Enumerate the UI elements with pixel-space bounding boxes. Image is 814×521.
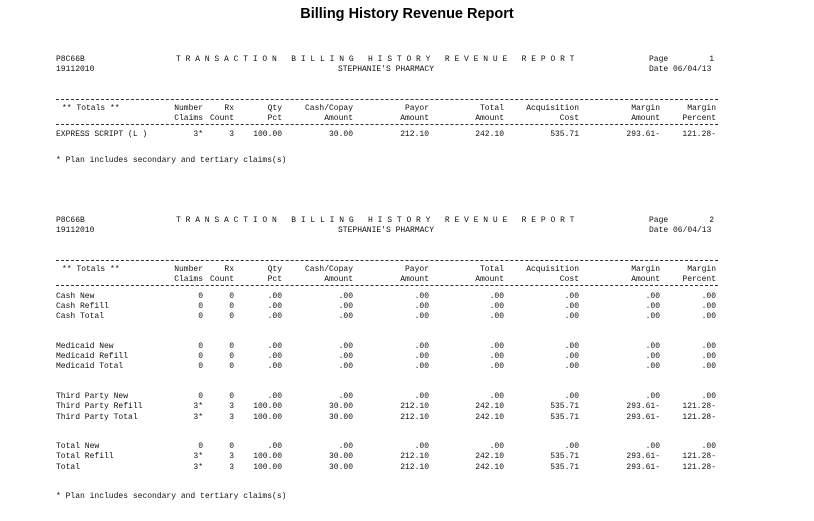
cell-value: 3 bbox=[229, 402, 234, 412]
program-id: P8C66B bbox=[56, 55, 85, 64]
cell-value: .00 bbox=[564, 362, 579, 372]
column-header-sub: Percent bbox=[682, 114, 716, 123]
table-row bbox=[56, 130, 718, 140]
row-label: Total bbox=[56, 462, 81, 472]
cell-value: .00 bbox=[267, 362, 282, 372]
cell-value: 293.61- bbox=[626, 412, 660, 422]
column-header-sub: Amount bbox=[400, 275, 429, 284]
column-header-sub: Amount bbox=[631, 114, 660, 123]
cell-value: 293.61- bbox=[626, 462, 660, 472]
footnote: * Plan includes secondary and tertiary claims(s) bbox=[56, 491, 287, 501]
cell-value: .00 bbox=[414, 292, 429, 301]
cell-value: 0 bbox=[198, 442, 203, 452]
cell-value: 3* bbox=[193, 452, 203, 462]
column-header-sub: Claims bbox=[174, 114, 203, 123]
cell-value: 0 bbox=[198, 352, 203, 362]
column-header: Cash/Copay bbox=[304, 104, 353, 113]
report-date: Date 06/04/13 bbox=[649, 65, 712, 74]
cell-value: 242.10 bbox=[475, 130, 504, 139]
column-header: Qty bbox=[267, 265, 282, 274]
column-header: Payor bbox=[404, 265, 429, 274]
report-page-1 bbox=[56, 55, 718, 166]
cell-value: .00 bbox=[645, 362, 660, 372]
cell-value: .00 bbox=[489, 442, 504, 452]
table-row bbox=[56, 292, 718, 302]
cell-value: .00 bbox=[701, 302, 716, 312]
table-row bbox=[56, 352, 718, 362]
cell-value: 242.10 bbox=[475, 412, 504, 422]
table-row bbox=[56, 463, 718, 473]
column-header: Payor bbox=[404, 104, 429, 113]
column-header: Rx bbox=[224, 265, 234, 274]
cell-value: 0 bbox=[198, 362, 203, 372]
cell-value: 0 bbox=[229, 392, 234, 402]
cell-value: 242.10 bbox=[475, 462, 504, 472]
program-id: P8C66B bbox=[56, 216, 85, 225]
cell-value: .00 bbox=[564, 442, 579, 452]
cell-value: .00 bbox=[489, 342, 504, 352]
cell-value: .00 bbox=[414, 362, 429, 372]
cell-value: .00 bbox=[645, 292, 660, 301]
page-number: 1 bbox=[709, 55, 714, 64]
row-label: Third Party Refill bbox=[56, 402, 143, 412]
row-label: Medicaid Refill bbox=[56, 352, 129, 362]
row-label: Medicaid Total bbox=[56, 362, 124, 372]
cell-value: 100.00 bbox=[253, 130, 282, 139]
column-header-sub: Amount bbox=[475, 114, 504, 123]
cell-value: .00 bbox=[267, 312, 282, 322]
cell-value: 3 bbox=[229, 130, 234, 139]
page-label: Page bbox=[649, 55, 669, 64]
cell-value: .00 bbox=[338, 352, 353, 362]
column-header: Number bbox=[174, 265, 203, 274]
cell-value: .00 bbox=[701, 292, 716, 301]
column-header-sub: Pct bbox=[267, 275, 282, 284]
row-label: Third Party Total bbox=[56, 412, 138, 422]
report-page-2 bbox=[56, 216, 718, 502]
cell-value: 535.71 bbox=[550, 462, 579, 472]
table-row bbox=[56, 362, 718, 372]
cell-value: 212.10 bbox=[400, 452, 429, 462]
cell-value: 242.10 bbox=[475, 452, 504, 462]
table-row bbox=[56, 413, 718, 423]
cell-value: .00 bbox=[338, 312, 353, 322]
cell-value: .00 bbox=[645, 312, 660, 322]
cell-value: .00 bbox=[645, 352, 660, 362]
column-header-sub: Percent bbox=[682, 275, 716, 284]
cell-value: 100.00 bbox=[253, 402, 282, 412]
cell-value: .00 bbox=[414, 392, 429, 402]
table-row bbox=[56, 392, 718, 402]
cell-value: 212.10 bbox=[400, 130, 429, 139]
cell-value: .00 bbox=[414, 302, 429, 312]
cell-value: .00 bbox=[267, 442, 282, 452]
row-label: Medicaid New bbox=[56, 342, 114, 352]
cell-value: .00 bbox=[267, 352, 282, 362]
cell-value: 121.28- bbox=[682, 412, 716, 422]
cell-value: .00 bbox=[645, 342, 660, 352]
cell-value: .00 bbox=[645, 302, 660, 312]
cell-value: .00 bbox=[645, 442, 660, 452]
cell-value: 121.28- bbox=[682, 402, 716, 412]
cell-value: 3 bbox=[229, 412, 234, 422]
cell-value: .00 bbox=[338, 392, 353, 402]
cell-value: 121.28- bbox=[682, 452, 716, 462]
cell-value: .00 bbox=[564, 392, 579, 402]
column-header: Cash/Copay bbox=[304, 265, 353, 274]
column-header: Qty bbox=[267, 104, 282, 113]
cell-value: 212.10 bbox=[400, 402, 429, 412]
column-header: Margin bbox=[631, 265, 660, 274]
cell-value: .00 bbox=[414, 312, 429, 322]
column-header: ** Totals ** bbox=[62, 104, 120, 113]
cell-value: 535.71 bbox=[550, 402, 579, 412]
cell-value: 30.00 bbox=[328, 130, 353, 139]
column-header-sub: Amount bbox=[324, 275, 353, 284]
cell-value: .00 bbox=[489, 352, 504, 362]
cell-value: 121.28- bbox=[682, 462, 716, 472]
column-header: Rx bbox=[224, 104, 234, 113]
cell-value: .00 bbox=[338, 342, 353, 352]
column-header-sub: Amount bbox=[631, 275, 660, 284]
cell-value: 3* bbox=[193, 130, 203, 139]
cell-value: 3 bbox=[229, 462, 234, 472]
cell-value: 293.61- bbox=[626, 130, 660, 139]
cell-value: 30.00 bbox=[328, 452, 353, 462]
cell-value: .00 bbox=[645, 392, 660, 402]
column-header-sub: Count bbox=[209, 114, 234, 123]
cell-value: .00 bbox=[267, 292, 282, 301]
page-label: Page bbox=[649, 216, 669, 225]
cell-value: .00 bbox=[338, 302, 353, 312]
report-header bbox=[56, 55, 718, 75]
row-label: Total Refill bbox=[56, 452, 114, 462]
cell-value: .00 bbox=[701, 362, 716, 372]
cell-value: .00 bbox=[701, 442, 716, 452]
cell-value: .00 bbox=[414, 342, 429, 352]
column-header: Total bbox=[479, 104, 504, 113]
cell-value: 242.10 bbox=[475, 402, 504, 412]
cell-value: .00 bbox=[489, 392, 504, 402]
cell-value: .00 bbox=[338, 292, 353, 301]
column-headers bbox=[56, 100, 718, 121]
cell-value: .00 bbox=[564, 352, 579, 362]
column-header-sub: Count bbox=[209, 275, 234, 284]
table-row bbox=[56, 452, 718, 462]
cell-value: .00 bbox=[489, 362, 504, 372]
cell-value: .00 bbox=[701, 312, 716, 322]
table-row bbox=[56, 442, 718, 452]
cell-value: 293.61- bbox=[626, 452, 660, 462]
row-label: Third Party New bbox=[56, 392, 129, 402]
cell-value: 100.00 bbox=[253, 452, 282, 462]
cell-value: 0 bbox=[229, 352, 234, 362]
cell-value: .00 bbox=[338, 442, 353, 452]
cell-value: 0 bbox=[229, 362, 234, 372]
cell-value: 212.10 bbox=[400, 412, 429, 422]
table-row bbox=[56, 302, 718, 312]
cell-value: 0 bbox=[198, 392, 203, 402]
column-header-sub: Amount bbox=[324, 114, 353, 123]
report-date: Date 06/04/13 bbox=[649, 226, 712, 235]
column-header-sub: Cost bbox=[559, 275, 579, 284]
row-label: Cash Total bbox=[56, 312, 105, 322]
column-header: Number bbox=[174, 104, 203, 113]
column-header-sub: Amount bbox=[475, 275, 504, 284]
cell-value: .00 bbox=[701, 392, 716, 402]
footnote: * Plan includes secondary and tertiary claims(s) bbox=[56, 156, 287, 166]
row-label: Total New bbox=[56, 442, 100, 452]
cell-value: 0 bbox=[229, 342, 234, 352]
report-main-title: Billing History Revenue Report bbox=[300, 6, 514, 22]
cell-value: 0 bbox=[198, 342, 203, 352]
cell-value: 0 bbox=[198, 292, 203, 301]
column-headers bbox=[56, 261, 718, 282]
cell-value: .00 bbox=[414, 442, 429, 452]
column-header-sub: Claims bbox=[174, 275, 203, 284]
cell-value: 3* bbox=[193, 462, 203, 472]
column-header: Acquisition bbox=[526, 104, 579, 113]
cell-value: .00 bbox=[701, 342, 716, 352]
column-header: Total bbox=[479, 265, 504, 274]
cell-value: 535.71 bbox=[550, 452, 579, 462]
run-id: 19112010 bbox=[56, 65, 95, 74]
cell-value: 30.00 bbox=[328, 462, 353, 472]
report-header bbox=[56, 216, 718, 236]
cell-value: 0 bbox=[229, 312, 234, 322]
cell-value: 3 bbox=[229, 452, 234, 462]
cell-value: .00 bbox=[489, 292, 504, 301]
column-header-sub: Amount bbox=[400, 114, 429, 123]
cell-value: .00 bbox=[564, 292, 579, 301]
cell-value: .00 bbox=[564, 342, 579, 352]
cell-value: 100.00 bbox=[253, 412, 282, 422]
cell-value: .00 bbox=[338, 362, 353, 372]
cell-value: 212.10 bbox=[400, 462, 429, 472]
column-header-sub: Cost bbox=[559, 114, 579, 123]
cell-value: 30.00 bbox=[328, 412, 353, 422]
cell-value: 535.71 bbox=[550, 130, 579, 139]
cell-value: 0 bbox=[229, 442, 234, 452]
cell-value: 0 bbox=[198, 312, 203, 322]
cell-value: .00 bbox=[267, 302, 282, 312]
cell-value: .00 bbox=[489, 302, 504, 312]
row-label: Cash Refill bbox=[56, 302, 109, 312]
cell-value: .00 bbox=[564, 302, 579, 312]
column-header: Acquisition bbox=[526, 265, 579, 274]
table-row bbox=[56, 312, 718, 322]
pharmacy-name: STEPHANIE'S PHARMACY bbox=[338, 226, 435, 235]
cell-value: .00 bbox=[267, 342, 282, 352]
cell-value: .00 bbox=[414, 352, 429, 362]
cell-value: 535.71 bbox=[550, 412, 579, 422]
column-header-sub: Pct bbox=[267, 114, 282, 123]
column-header: Margin bbox=[687, 104, 716, 113]
cell-value: 3* bbox=[193, 412, 203, 422]
report-title: T R A N S A C T I O N B I L L I N G H I S T O R Y R E V E N U E R E P O R T bbox=[176, 55, 575, 64]
pharmacy-name: STEPHANIE'S PHARMACY bbox=[338, 65, 435, 74]
cell-value: .00 bbox=[267, 392, 282, 402]
cell-value: 0 bbox=[198, 302, 203, 312]
cell-value: 0 bbox=[229, 302, 234, 312]
column-header: Margin bbox=[631, 104, 660, 113]
cell-value: 100.00 bbox=[253, 462, 282, 472]
cell-value: 121.28- bbox=[682, 130, 716, 139]
row-label: Cash New bbox=[56, 292, 95, 301]
cell-value: 30.00 bbox=[328, 402, 353, 412]
table-row bbox=[56, 402, 718, 412]
page-number: 2 bbox=[709, 216, 714, 225]
cell-value: 3* bbox=[193, 402, 203, 412]
cell-value: .00 bbox=[701, 352, 716, 362]
report-title: T R A N S A C T I O N B I L L I N G H I S T O R Y R E V E N U E R E P O R T bbox=[176, 216, 575, 225]
cell-value: 293.61- bbox=[626, 402, 660, 412]
row-label: EXPRESS SCRIPT (L ) bbox=[56, 130, 148, 139]
column-header: ** Totals ** bbox=[62, 265, 120, 274]
cell-value: .00 bbox=[489, 312, 504, 322]
column-header: Margin bbox=[687, 265, 716, 274]
table-row bbox=[56, 342, 718, 352]
cell-value: .00 bbox=[564, 312, 579, 322]
cell-value: 0 bbox=[229, 292, 234, 301]
run-id: 19112010 bbox=[56, 226, 95, 235]
